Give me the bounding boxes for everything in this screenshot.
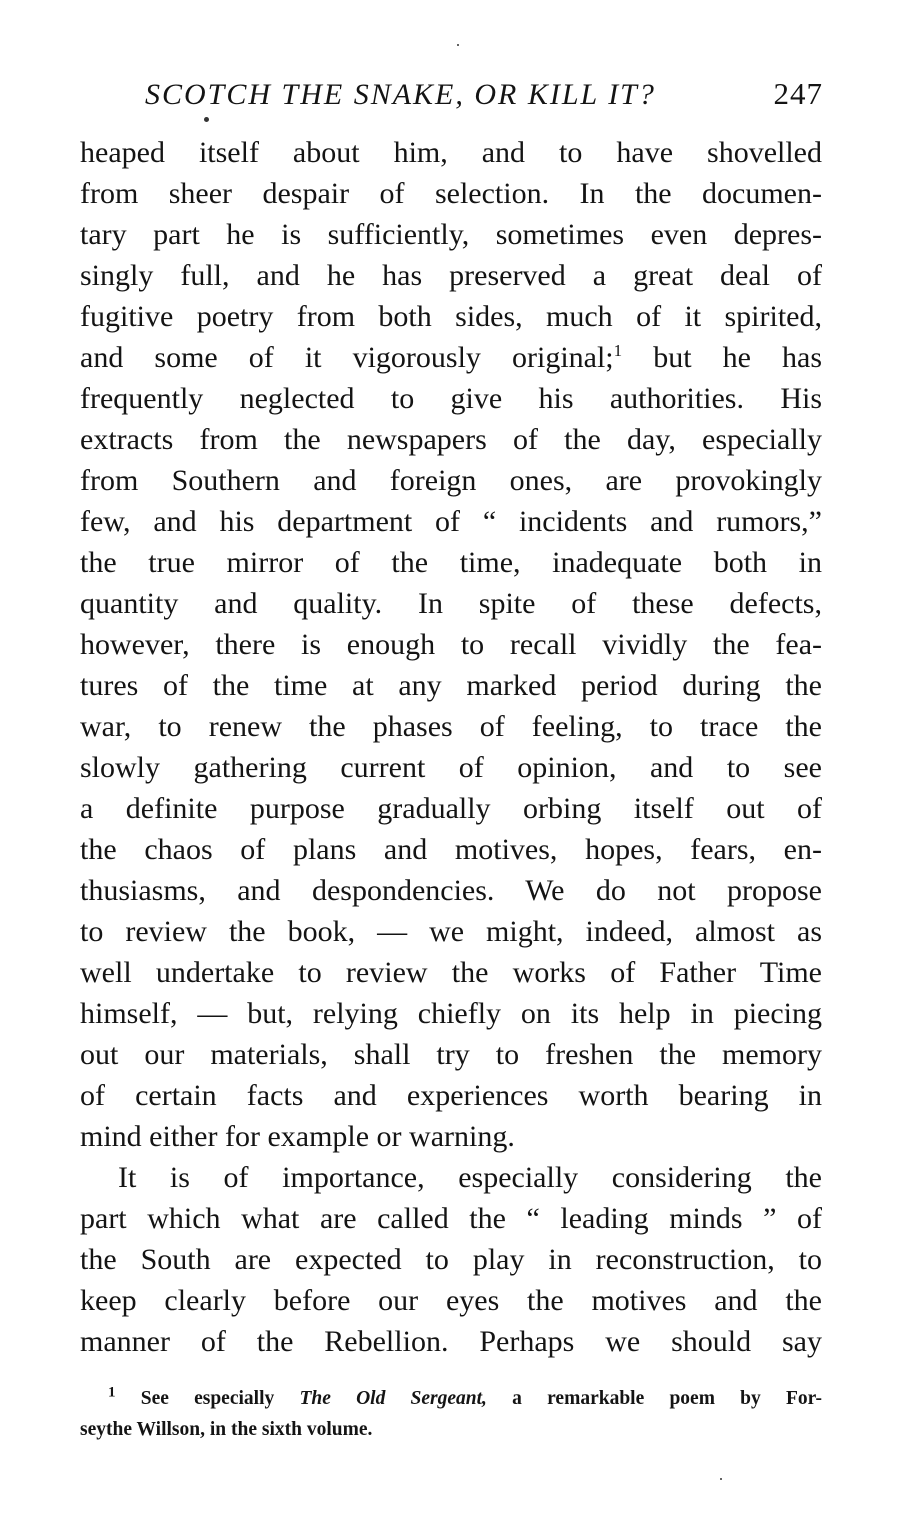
text-line: It is of importance, especially considering the — [118, 1161, 822, 1194]
text-line: tures of the time at any marked period during the — [80, 669, 822, 702]
footnote-text: a remarkable poem by For- — [512, 1388, 823, 1409]
text-line: heaped itself about him, and to have shovelled — [80, 136, 822, 169]
text-line: the true mirror of the time, inadequate both in — [80, 546, 822, 579]
page-number: 247 — [773, 76, 823, 111]
text-line: manner of the Rebellion. Perhaps we should say — [80, 1325, 822, 1358]
footnote — [80, 1383, 822, 1445]
text-line: thusiasms, and despondencies. We do not propose — [80, 874, 822, 907]
text-line: singly full, and he has preserved a great deal of — [80, 259, 822, 292]
text-line: the chaos of plans and motives, hopes, fears, en- — [80, 833, 822, 866]
text-line: few, and his department of “ incidents and rumors,” — [80, 505, 822, 538]
print-speck — [457, 44, 459, 46]
text-line: slowly gathering current of opinion, and to see — [80, 751, 822, 784]
footnote-reference: 1 — [613, 341, 623, 360]
print-speck — [204, 117, 209, 122]
text-line: quantity and quality. In spite of these defects, — [80, 587, 822, 620]
text-fragment: but he has — [653, 341, 823, 374]
print-speck — [720, 1478, 722, 1480]
footnote-text: See especially — [140, 1388, 275, 1409]
text-fragment: and some of it vigorously original; — [80, 341, 614, 374]
text-line: the South are expected to play in reconstruction, to — [80, 1243, 822, 1276]
text-line: part which what are called the “ leading minds ” of — [80, 1202, 822, 1235]
text-line: keep clearly before our eyes the motives and the — [80, 1284, 822, 1317]
text-line: however, there is enough to recall vividly the fea- — [80, 628, 822, 661]
text-line: to review the book, — we might, indeed, almost as — [80, 915, 822, 948]
page-header — [145, 72, 823, 120]
text-line — [80, 337, 822, 378]
running-head: SCOTCH THE SNAKE, OR KILL IT? — [145, 78, 656, 111]
text-line: from sheer despair of selection. In the documen- — [80, 177, 822, 210]
text-line: from Southern and foreign ones, are provokingly — [80, 464, 822, 497]
text-line: of certain facts and experiences worth bearing in — [80, 1079, 822, 1112]
footnote-marker: 1 — [108, 1384, 116, 1401]
text-line: himself, — but, relying chiefly on its help in piecing — [80, 997, 822, 1030]
text-line: frequently neglected to give his authorities. His — [80, 382, 822, 415]
text-line: war, to renew the phases of feeling, to trace the — [80, 710, 822, 743]
text-line: tary part he is sufficiently, sometimes even depres- — [80, 218, 822, 251]
text-line: well undertake to review the works of Father Time — [80, 956, 822, 989]
text-line: mind either for example or warning. — [80, 1120, 515, 1153]
footnote-title: The Old Sergeant, — [299, 1388, 487, 1409]
text-line: fugitive poetry from both sides, much of it spirited, — [80, 300, 822, 333]
footnote-line: seythe Willson, in the sixth volume. — [80, 1419, 373, 1440]
footnote-line — [80, 1383, 822, 1414]
body-text — [80, 132, 822, 1362]
text-line: a definite purpose gradually orbing itself out of — [80, 792, 822, 825]
text-line: out our materials, shall try to freshen the memory — [80, 1038, 822, 1071]
text-line: extracts from the newspapers of the day, especially — [80, 423, 822, 456]
